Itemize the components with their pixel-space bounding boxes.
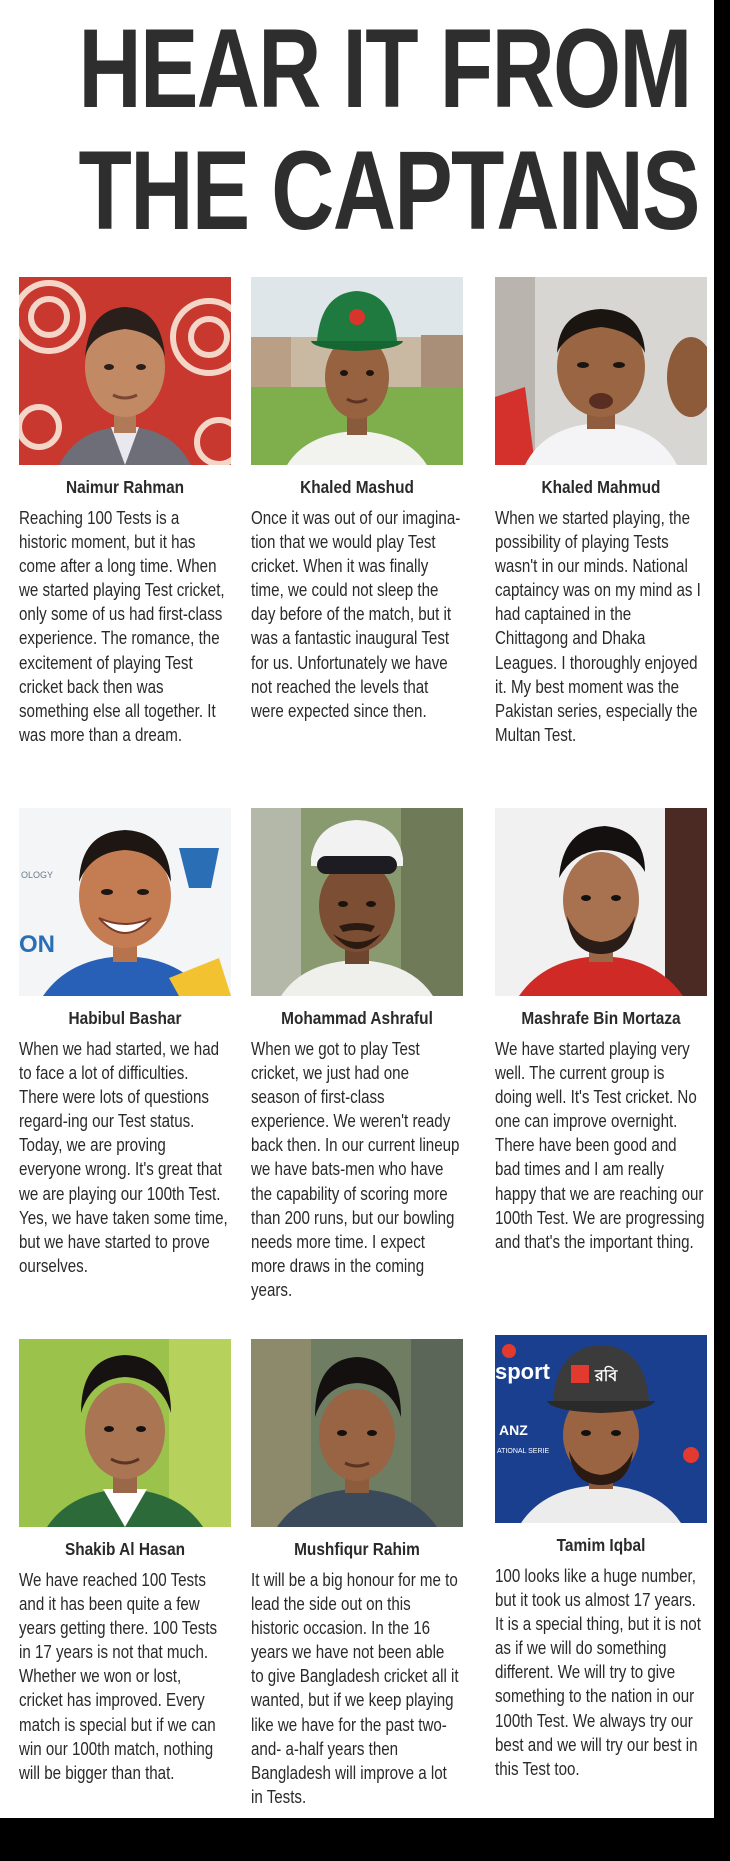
photo-habibul-bashar: [19, 808, 231, 996]
captain-card-khaled-mashud: [251, 277, 479, 723]
captain-name: Naimur Rahman: [65, 477, 185, 497]
captain-quote: When we started playing, the possibility of playing Tests wasn't in our minds. National captaincy was on my mind as I had captained in the Chittagong and Dhaka Leagues. I thoroughly enjoyed it. My best moment was the Pakistan series, especially the Multan Test.: [495, 508, 701, 745]
captain-name: Mushfiqur Rahim: [294, 1539, 420, 1559]
captain-quote: Reaching 100 Tests is a historic moment, but it has come after a long time. When we started playing Test cricket, only some of us had first-class experience. The romance, the excitement of playing Test cricket back then was something else all together. It was more than a dream.: [19, 508, 225, 745]
captain-quote: It will be a big honour for me to lead the side out on this historic occasion. In the 16 years we have not been able to give Bangladesh cricket all it wanted, but if we keep playing like we have for the past two-and- a-half years then Bangladesh will improve a lot in Tests.: [251, 1570, 459, 1807]
photo-mashrafe-bin-mortaza: [495, 808, 707, 996]
headline-line-1: HEAR IT FROM: [78, 6, 691, 131]
captain-name: Habibul Bashar: [68, 1008, 182, 1028]
captain-quote: We have reached 100 Tests and it has been quite a few years getting there. 100 Tests in 17 years is not that much. Whether we won or lost, cricket has improved. Every match is special but if we can win our 100th match, nothing will be bigger than that.: [19, 1570, 218, 1783]
captain-card-mushfiqur-rahim: [251, 1339, 479, 1809]
photo-shakib-al-hasan: [19, 1339, 231, 1527]
photo-naimur-rahman: [19, 277, 231, 465]
photo-mohammad-ashraful: [251, 808, 463, 996]
headline-line-2: THE CAPTAINS: [78, 128, 699, 253]
captain-quote: When we got to play Test cricket, we just had one season of first-class experience. We weren't ready back then. In our current lineup we have bats-men who have the capability of scoring more than 200 runs, but our bowling needs more time. I expect more draws in the coming years.: [251, 1039, 460, 1300]
photo-khaled-mashud: [251, 277, 463, 465]
captain-name: Khaled Mahmud: [541, 477, 661, 497]
photo-mushfiqur-rahim: [251, 1339, 463, 1527]
captain-card-tamim-iqbal: [495, 1335, 714, 1781]
captain-card-shakib-al-hasan: [19, 1339, 247, 1785]
captain-card-habibul-bashar: [19, 808, 247, 1278]
captain-quote: 100 looks like a huge number, but it took us almost 17 years. It is a special thing, but it is not as if we will do something different. We will try to give something to the nation in our 100th Test. We always try our best and we will try our best in this Test too.: [495, 1566, 701, 1779]
captain-name: Mashrafe Bin Mortaza: [521, 1008, 681, 1028]
captain-name: Khaled Mashud: [300, 477, 414, 497]
backdrop-text: ON: [19, 931, 55, 958]
photo-khaled-mahmud: [495, 277, 707, 465]
captain-quote: We have started playing very well. The current group is doing well. It's Test cricket. No one can improve overnight. There have been good and bad times and I am really happy that we are reaching our 100th Test. We are progressing and that's the important thing.: [495, 1039, 705, 1252]
captain-card-naimur-rahman: [19, 277, 247, 747]
captain-card-mashrafe-bin-mortaza: [495, 808, 714, 1254]
sponsor-text: sport: [495, 1359, 550, 1384]
captain-name: Tamim Iqbal: [556, 1535, 646, 1555]
captain-name: Shakib Al Hasan: [64, 1539, 186, 1559]
photo-tamim-iqbal: [495, 1335, 707, 1523]
series-text: ATIONAL SERIE: [497, 1448, 550, 1455]
headline: [78, 6, 699, 253]
captain-card-khaled-mahmud: [495, 277, 714, 747]
captain-quote: When we had started, we had to face a lot of difficulties. There were lots of questions regard-ing our Test status. Today, we are proving everyone wrong. It's great that we are playing our 100th Test. Yes, we have taken some time, but we have started to prove ourselves.: [19, 1039, 228, 1276]
sponsor-text: ANZ: [499, 1422, 528, 1438]
captain-card-mohammad-ashraful: [251, 808, 479, 1302]
captain-quote: Once it was out of our imagina-tion that we would play Test cricket. When it was finally time, we could not sleep the day before of the match, but it was a fantastic inaugural Test for us. Unfortunately we have not reached the levels that were expected since then.: [251, 508, 461, 721]
cap-logo-text: রবি: [595, 1366, 618, 1385]
backdrop-text: OLOGY: [21, 870, 54, 880]
captain-name: Mohammad Ashraful: [281, 1008, 433, 1028]
